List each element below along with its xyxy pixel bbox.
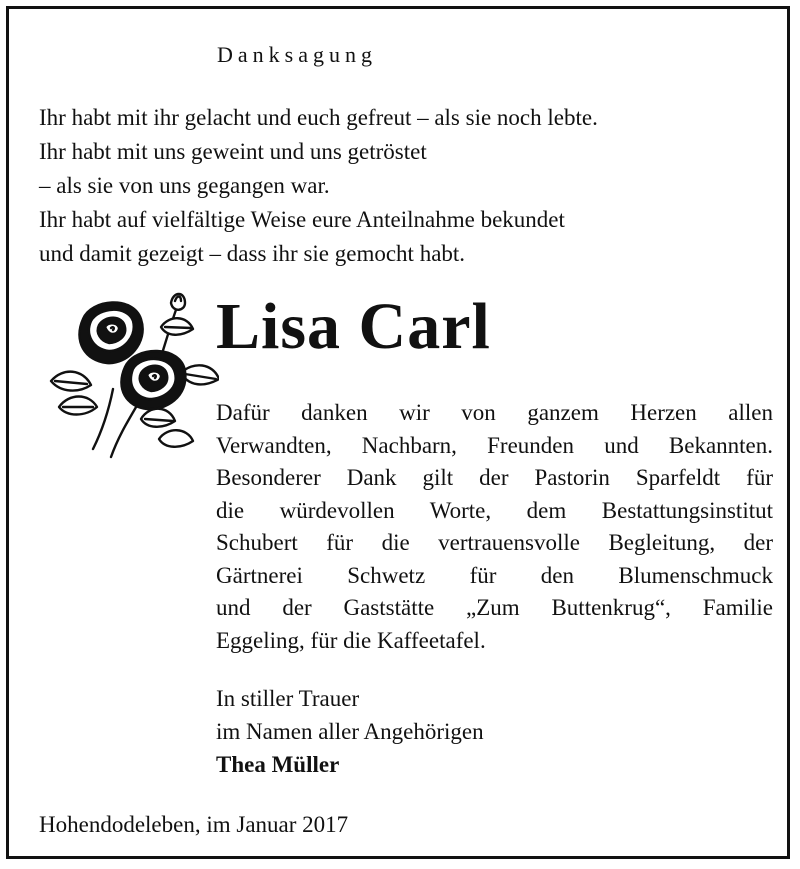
poem-line: und damit gezeigt – dass ihr sie gemocht habt. [39,241,466,266]
thanks-line: und der Gaststätte „Zum Buttenkrug“, Familie [216,595,773,620]
thanks-line: die würdevollen Worte, dem Bestattungsinstitut [216,497,773,523]
thanks-line: Dafür danken wir von ganzem Herzen allen [216,400,773,425]
signature-block [216,682,484,781]
thanks-line: Verwandten, Nachbarn, Freunden und Bekannten. [216,432,773,458]
poem-line: – als sie von uns gegangen war. [39,173,330,198]
mourning-line: In stiller Trauer [216,686,360,711]
notice-heading: Danksagung [217,42,377,67]
obituary-frame [6,6,790,859]
thanks-line: Besonderer Dank gilt der Pastorin Sparfeldt für [216,465,773,490]
signer-name: Thea Müller [216,752,340,777]
poem-line: Ihr habt mit uns geweint und uns getröstet [39,139,427,164]
deceased-name: Lisa Carl [216,290,491,363]
thanks-line: Eggeling, für die Kaffeetafel. [216,627,486,653]
thanks-text [216,397,773,657]
rose-icon [41,289,219,459]
thanks-line: Schubert für die vertrauensvolle Begleitung, der [216,530,773,555]
poem-line: Ihr habt auf vielfältige Weise eure Anteilnahme bekundet [39,207,565,232]
relatives-line: im Namen aller Angehörigen [216,719,484,744]
place-date: Hohendodeleben, im Januar 2017 [39,812,349,837]
thanks-line: Gärtnerei Schwetz für den Blumenschmuck [216,562,773,588]
poem [39,101,739,271]
poem-line: Ihr habt mit ihr gelacht und euch gefreut – als sie noch lebte. [39,105,598,130]
